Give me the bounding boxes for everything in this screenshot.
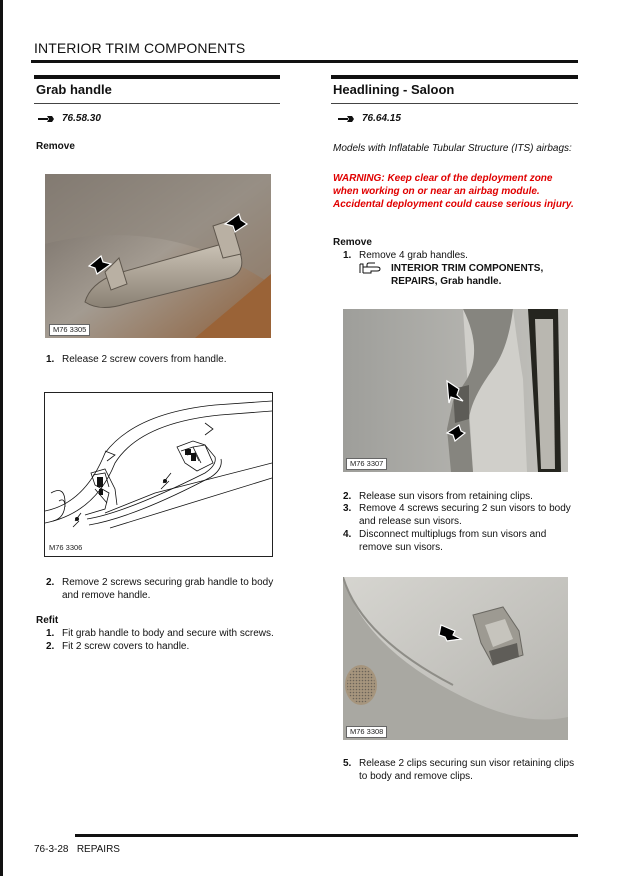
- left-section-title: Grab handle: [36, 82, 112, 97]
- figure-grab-handle-photo: [45, 174, 271, 338]
- left-section-underline: [34, 103, 280, 104]
- left-step-2: [46, 576, 280, 602]
- refit-step-1: [46, 627, 280, 640]
- left-refit-heading: Refit: [36, 615, 59, 626]
- step-number: 1.: [46, 628, 55, 639]
- left-op-code-text: 76.58.30: [62, 113, 101, 124]
- pointing-hand-icon: [359, 262, 381, 274]
- right-section-underline: [331, 103, 578, 104]
- footer-rule: [75, 834, 578, 837]
- step-text: Remove 2 screws securing grab handle to body and remove handle.: [62, 577, 274, 601]
- step-text: Release 2 screw covers from handle.: [62, 354, 227, 365]
- right-step-1: [343, 249, 575, 262]
- refit-step-2: [46, 640, 280, 653]
- figure-ref-label: M76 3305: [49, 324, 90, 336]
- step-text: Release 2 clips securing sun visor retaining clips to body and remove clips.: [359, 758, 575, 782]
- right-section-title: Headlining - Saloon: [333, 82, 455, 97]
- airbag-warning: WARNING: Keep clear of the deployment zone when working on or near an airbag module. Accidental deployment could cause serious injury.: [333, 173, 574, 210]
- wrench-icon: [38, 115, 54, 123]
- left-section-rule: [34, 75, 280, 79]
- sun-visor-photo: [343, 309, 568, 472]
- step-text: Fit grab handle to body and secure with screws.: [62, 628, 274, 639]
- figure-ref-label: M76 3307: [346, 458, 387, 470]
- step-number: 2.: [46, 641, 55, 652]
- left-step-1: [46, 353, 278, 366]
- step-number: 2.: [343, 491, 352, 502]
- footer-section: REPAIRS: [76, 844, 120, 855]
- right-step-4: [343, 528, 575, 554]
- right-section-rule: [331, 75, 578, 79]
- figure-sun-visor-photo: [343, 309, 568, 472]
- figure-ref-label: M76 3306: [49, 543, 83, 552]
- retaining-clip-photo: [343, 577, 568, 740]
- step-number: 4.: [343, 529, 352, 540]
- step-number: 1.: [46, 354, 55, 365]
- cross-reference[interactable]: [359, 262, 564, 288]
- models-note: Models with Inflatable Tubular Structure (ITS) airbags:: [333, 143, 572, 154]
- step-number: 3.: [343, 503, 352, 514]
- header-rule: [31, 60, 578, 63]
- right-op-code-text: 76.64.15: [362, 113, 401, 124]
- step-text: Disconnect multiplugs from sun visors and remove sun visors.: [359, 529, 547, 553]
- right-remove-heading: Remove: [333, 237, 372, 248]
- page-title: INTERIOR TRIM COMPONENTS: [34, 40, 246, 56]
- page-edge-bar: [0, 0, 3, 876]
- right-step-3: [343, 502, 575, 528]
- figure-ref-label: M76 3308: [346, 726, 387, 738]
- step-text: Fit 2 screw covers to handle.: [62, 641, 190, 652]
- left-remove-heading: Remove: [36, 141, 75, 152]
- step-text: Remove 4 screws securing 2 sun visors to body and release sun visors.: [359, 503, 571, 527]
- grab-handle-line-drawing: [45, 393, 272, 556]
- page-footer: [34, 844, 120, 855]
- page-number: 76-3-28: [34, 844, 69, 855]
- grab-handle-photo: [45, 174, 271, 338]
- wrench-icon: [338, 115, 354, 123]
- step-text: Remove 4 grab handles.: [359, 250, 468, 261]
- figure-grab-handle-diagram: [44, 392, 273, 557]
- right-operation-code: [338, 113, 401, 124]
- step-number: 2.: [46, 577, 55, 588]
- step-text: Release sun visors from retaining clips.: [359, 491, 533, 502]
- right-step-5: [343, 757, 575, 783]
- step-number: 5.: [343, 758, 352, 769]
- left-operation-code: [38, 113, 101, 124]
- cross-reference-text: INTERIOR TRIM COMPONENTS, REPAIRS, Grab handle.: [391, 263, 544, 287]
- figure-retaining-clip-photo: [343, 577, 568, 740]
- step-number: 1.: [343, 250, 352, 261]
